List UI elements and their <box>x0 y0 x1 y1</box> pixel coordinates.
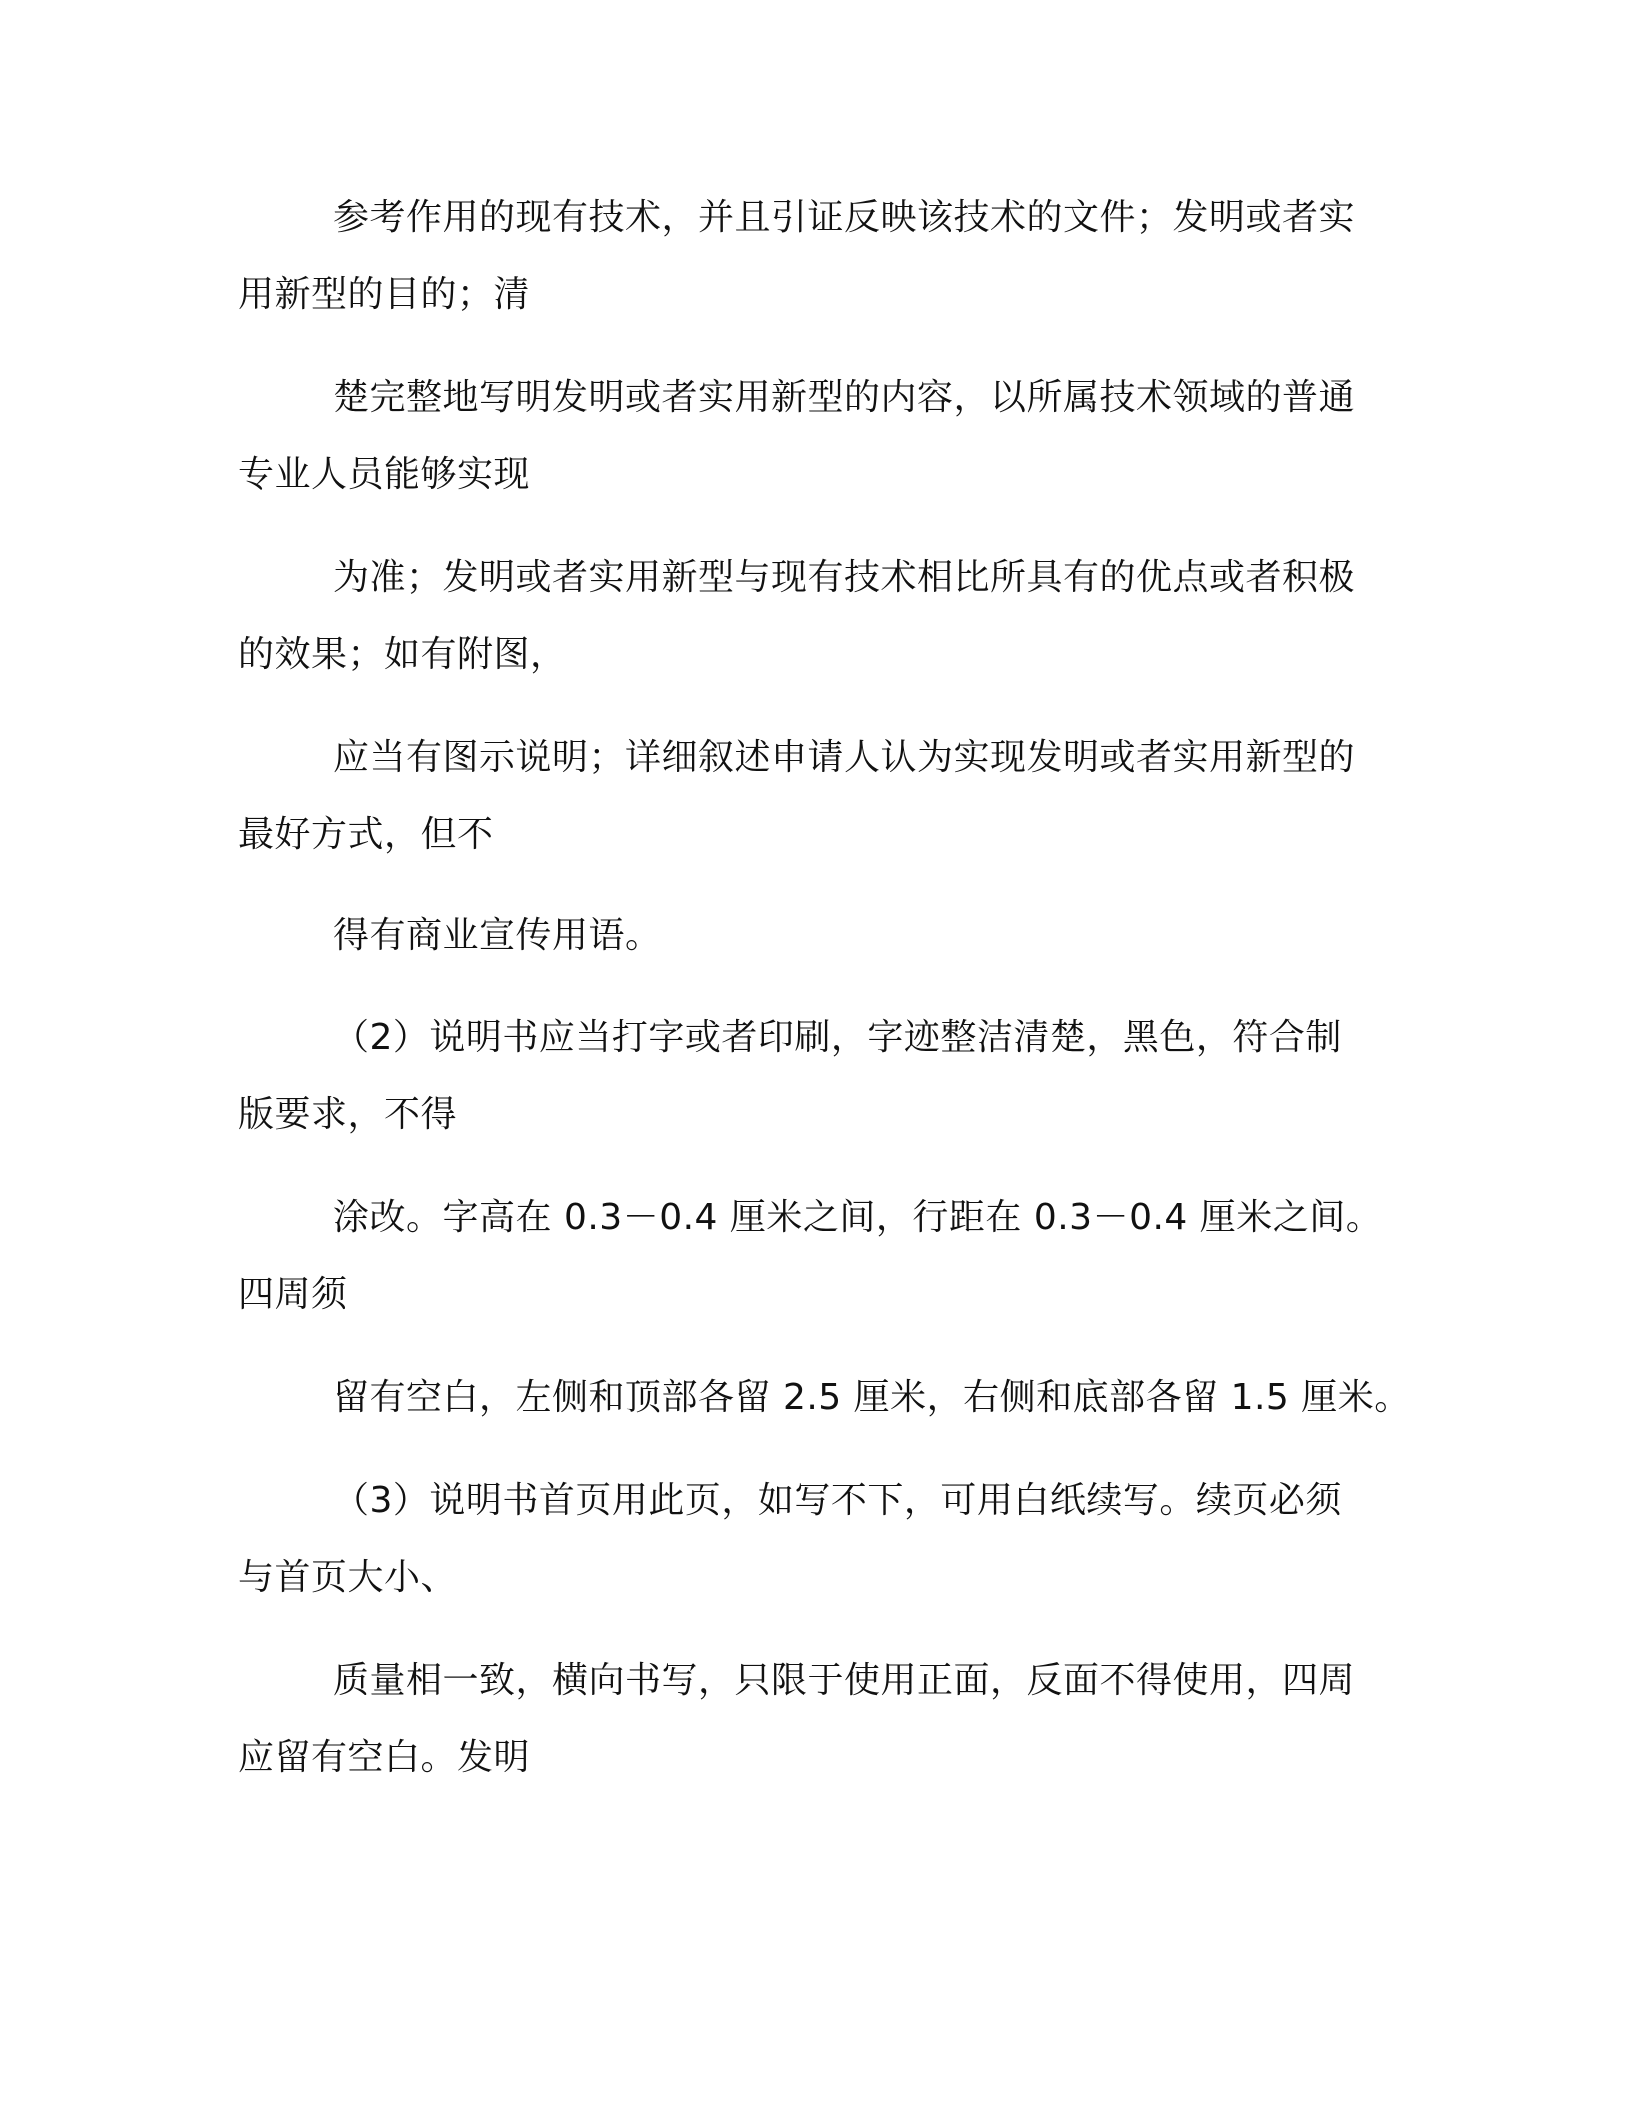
paragraph-10-line-1: 质量相一致，横向书写，只限于使用正面，反面不得使用，四周 <box>333 1660 1356 1701</box>
paragraph-9-line-1: （3）说明书首页用此页，如写不下，可用白纸续写。续页必须 <box>333 1480 1342 1521</box>
paragraph-7-line-1: 涂改。字高在 0.3－0.4 厘米之间，行距在 0.3－0.4 厘米之间。 <box>333 1197 1383 1238</box>
paragraph-3-line-1: 为准；发明或者实用新型与现有技术相比所具有的优点或者积极 <box>333 557 1356 598</box>
paragraph-1-line-2: 用新型的目的；清 <box>238 274 531 315</box>
paragraph-2-line-2: 专业人员能够实现 <box>238 454 531 495</box>
paragraph-10-line-2: 应留有空白。发明 <box>238 1737 531 1778</box>
paragraph-7-line-2: 四周须 <box>238 1274 348 1315</box>
paragraph-5-line-1: 得有商业宣传用语。 <box>333 915 662 956</box>
paragraph-1-line-1: 参考作用的现有技术，并且引证反映该技术的文件；发明或者实 <box>333 197 1356 238</box>
paragraph-8-line-1: 留有空白，左侧和顶部各留 2.5 厘米，右侧和底部各留 1.5 厘米。 <box>333 1377 1411 1418</box>
paragraph-2-line-1: 楚完整地写明发明或者实用新型的内容，以所属技术领域的普通 <box>333 377 1356 418</box>
paragraph-9-line-2: 与首页大小、 <box>238 1557 458 1598</box>
paragraph-4-line-1: 应当有图示说明；详细叙述申请人认为实现发明或者实用新型的 <box>333 737 1356 778</box>
paragraph-3-line-2: 的效果；如有附图， <box>238 634 567 675</box>
paragraph-6-line-2: 版要求，不得 <box>238 1094 458 1135</box>
paragraph-4-line-2: 最好方式，但不 <box>238 814 494 855</box>
paragraph-6-line-1: （2）说明书应当打字或者印刷，字迹整洁清楚，黑色，符合制 <box>333 1017 1342 1058</box>
